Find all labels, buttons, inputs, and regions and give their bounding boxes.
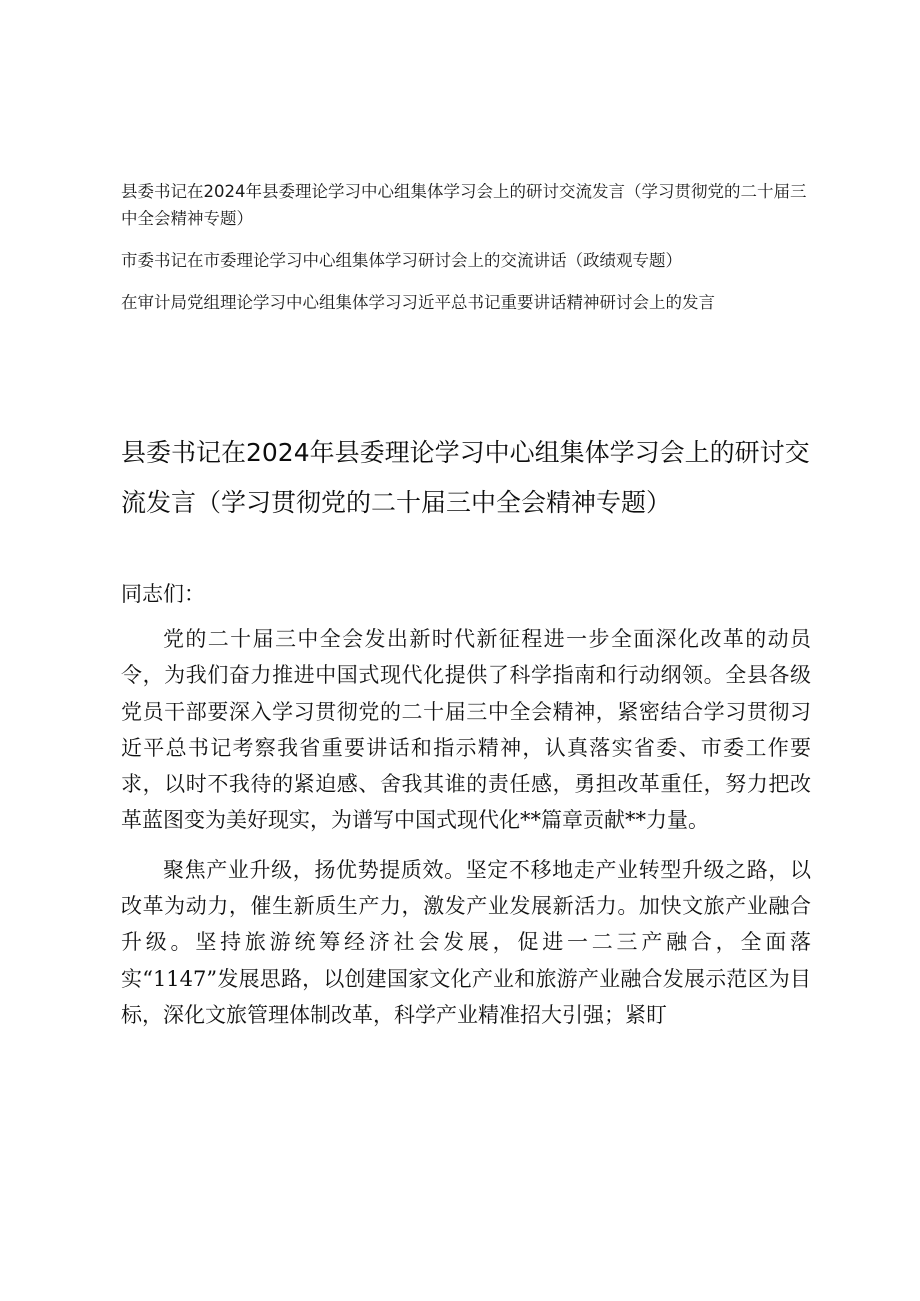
document-title: 县委书记在2024年县委理论学习中心组集体学习会上的研讨交流发言（学习贯彻党的二十届三中全会精神专题） [121,438,810,517]
body-paragraph: 聚焦产业升级，扬优势提质效。坚定不移地走产业转型升级之路，以改革为动力，催生新质生产力，激发产业发展新活力。加快文旅产业融合升级。坚持旅游统筹经济社会发展，促进一二三产融合，全面落实“1147”发展思路，以创建国家文化产业和旅游产业融合发展示范区为目标，深化文旅管理体制改革，科学产业精准招大引强；紧盯 [121,857,811,1027]
body-paragraph: 党的二十届三中全会发出新时代新征程进一步全面深化改革的动员令，为我们奋力推进中国式现代化提供了科学指南和行动纲领。全县各级党员干部要深入学习贯彻党的二十届三中全会精神，紧密结合学习贯彻习近平总书记考察我省重要讲话和指示精神，认真落实省委、市委工作要求，以时不我待的紧迫感、舍我其谁的责任感，勇担改革重任，努力把改革蓝图变为美好现实，为谱写中国式现代化**篇章贡献**力量。 [121,627,811,833]
related-document-item: 县委书记在2024年县委理论学习中心组集体学习会上的研讨交流发言（学习贯彻党的二十届三中全会精神专题） [121,182,807,228]
related-document-item: 市委书记在市委理论学习中心组集体学习研讨会上的交流讲话（政绩观专题） [121,251,682,270]
related-document-item: 在审计局党组理论学习中心组集体学习习近平总书记重要讲话精神研讨会上的发言 [121,293,715,312]
salutation: 同志们： [121,582,205,606]
document-body [121,621,811,1033]
related-documents-list [121,178,821,316]
